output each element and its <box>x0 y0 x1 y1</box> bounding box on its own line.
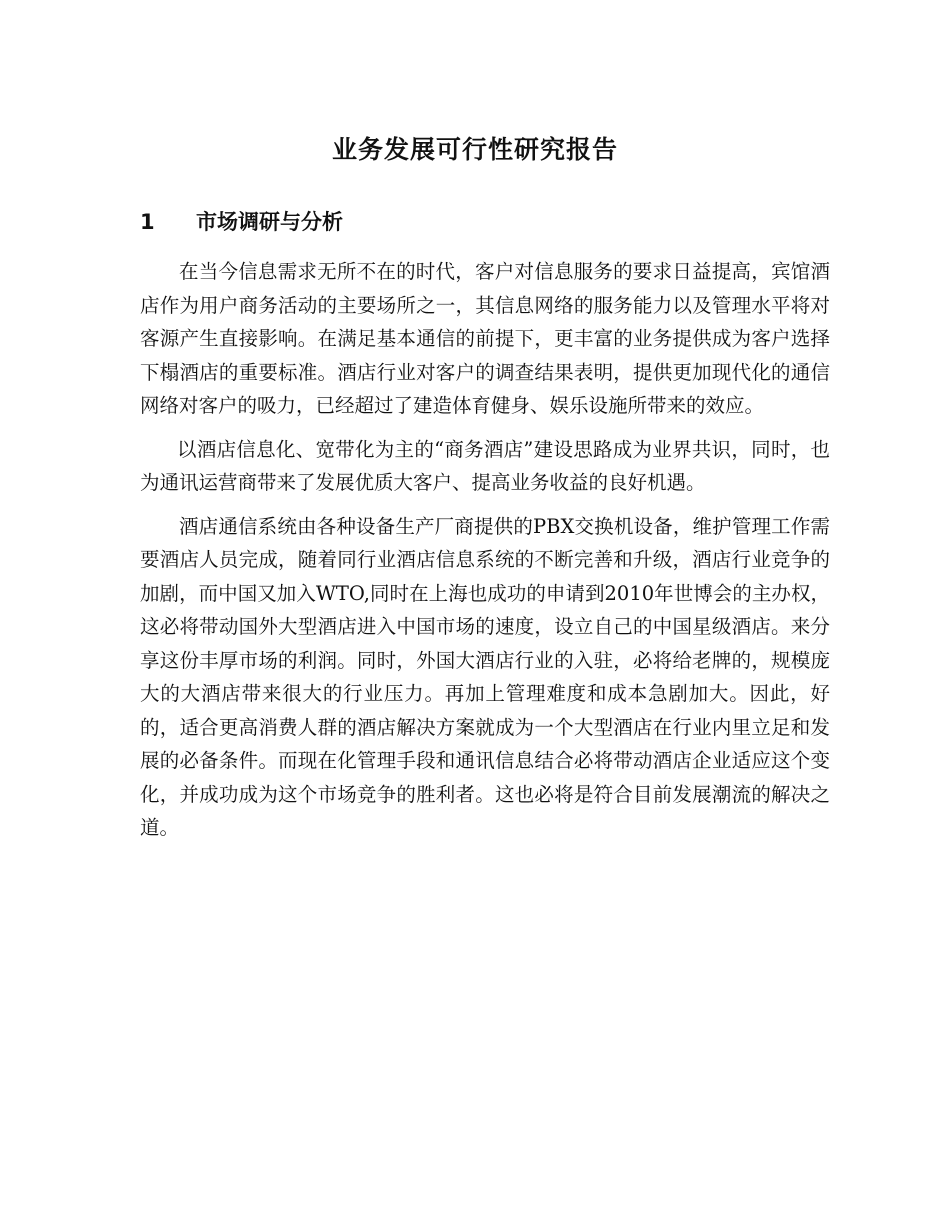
paragraph-1: 在当今信息需求无所不在的时代，客户对信息服务的要求日益提高，宾馆酒店作为用户商务活动的主要场所之一，其信息网络的服务能力以及管理水平将对客源产生直接影响。在满足基本通信的前提下，更丰富的业务提供成为客户选择下榻酒店的重要标准。酒店行业对客户的调查结果表明，提供更加现代化的通信网络对客户的吸力，已经超过了建造体育健身、娱乐设施所带来的效应。 <box>140 260 830 417</box>
document-title: 业务发展可行性研究报告 <box>331 135 618 164</box>
paragraph-3: 酒店通信系统由各种设备生产厂商提供的PBX交换机设备，维护管理工作需要酒店人员完成，随着同行业酒店信息系统的不断完善和升级，酒店行业竞争的加剧，而中国又加入WTO,同时在上海也成功的申请到2010年世博会的主办权，这必将带动国外大型酒店进入中国市场的速度，设立自己的中国星级酒店。来分享这份丰厚市场的利润。同时，外国大酒店行业的入驻，必将给老牌的，规模庞大的大酒店带来很大的行业压力。再加上管理难度和成本急剧加大。因此，好的，适合更高消费人群的酒店解决方案就成为一个大型酒店在行业内里立足和发展的必备条件。而现在化管理手段和通讯信息结合必将带动酒店企业适应这个变化，并成功成为这个市场竞争的胜利者。这也必将是符合目前发展潮流的解决之道。 <box>140 514 830 839</box>
section-body <box>140 255 830 855</box>
paragraph-2: 以酒店信息化、宽带化为主的“商务酒店”建设思路成为业界共识，同时，也为通讯运营商带来了发展优质大客户、提高业务收益的良好机遇。 <box>140 437 830 494</box>
section-number: 1 <box>140 210 155 234</box>
section-title: 市场调研与分析 <box>196 210 343 234</box>
section-heading <box>140 204 343 240</box>
